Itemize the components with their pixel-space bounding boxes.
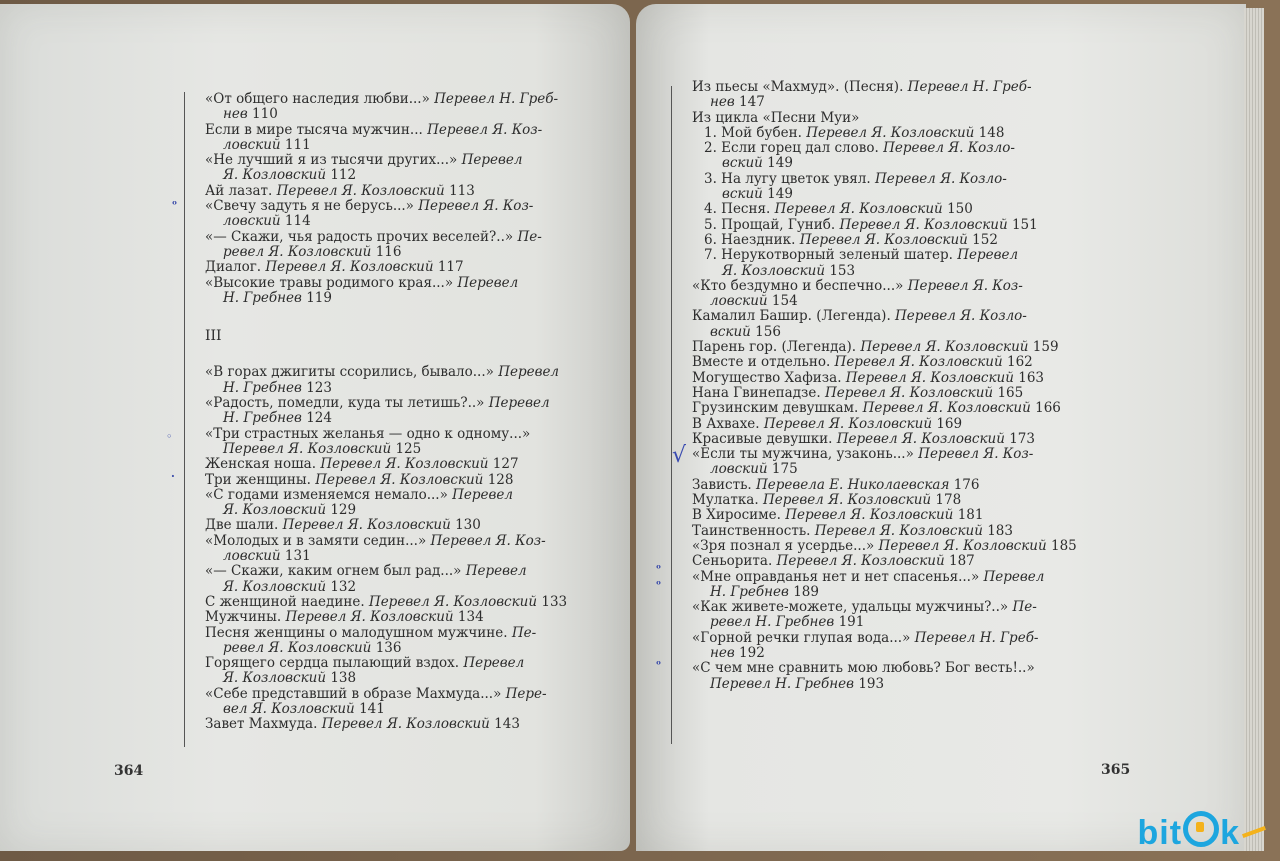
entry-page-number: 113 — [449, 182, 475, 199]
entry-translator: Н. Гребнев — [710, 583, 789, 600]
entry-translator: Перевела Е. Николаевская — [756, 476, 950, 493]
entry-translator: ловский — [223, 213, 281, 230]
entry-page-number: 133 — [541, 593, 568, 610]
entry-translator: Перевел Я. Козловский — [814, 522, 983, 539]
entry-translator: Перевел Я. Коз- — [430, 532, 546, 549]
entry-translator: Перевел — [498, 364, 560, 381]
entry-translator: Перевел Я. Козловский — [836, 430, 1005, 447]
entry-title: 4. Песня. — [704, 201, 771, 218]
entry-page-number: 192 — [739, 644, 765, 661]
entry-title: «Радость, помедли, куда ты летишь?..» — [205, 395, 485, 412]
pen-mark: ᵒ — [656, 658, 662, 671]
entry-translator: Перевел Я. Козловский — [776, 553, 945, 570]
entry-translator: Перевел Н. Греб- — [434, 91, 559, 107]
toc-entry — [692, 279, 1072, 294]
toc-entry — [692, 631, 1072, 646]
toc-entry — [692, 554, 1072, 569]
toc-entry — [205, 92, 585, 107]
entry-page-number: 165 — [997, 384, 1024, 401]
entry-title: «От общего наследия любви...» — [205, 91, 430, 107]
entry-page-number: 156 — [755, 323, 781, 340]
entry-title: Сеньорита. — [692, 553, 773, 570]
toc-entry-continuation — [692, 585, 1072, 600]
entry-page-number: 112 — [330, 167, 357, 184]
entry-page-number: 154 — [771, 293, 798, 310]
entry-translator: Перевел — [983, 568, 1045, 585]
toc-entry-continuation — [692, 325, 1072, 340]
entry-title: Завет Махмуда. — [205, 716, 318, 733]
entry-translator: Перевел Я. Козловский — [774, 201, 943, 218]
entry-page-number: 159 — [1032, 339, 1059, 356]
pen-mark: · — [171, 470, 175, 483]
entry-title: Могущество Хафиза. — [692, 369, 842, 386]
entry-page-number: 136 — [375, 639, 402, 656]
entry-title: «Кто бездумно и беспечно...» — [692, 277, 904, 294]
entry-translator: Перевел Я. Коз- — [418, 198, 534, 215]
toc-entry — [692, 478, 1072, 493]
entry-title: «С чем мне сравнить мою любовь? Бог весть!..» — [692, 660, 1035, 677]
toc-entry — [692, 537, 1077, 554]
entry-translator: ревел Я. Козловский — [223, 243, 372, 260]
toc-entry — [692, 80, 1072, 95]
toc-entry — [692, 600, 1072, 615]
entry-title: 3. На лугу цветок увял. — [704, 170, 871, 187]
entry-page-number: 124 — [306, 410, 332, 427]
page-edges — [1244, 8, 1264, 851]
pen-mark: ◦ — [166, 430, 173, 443]
toc-entry-continuation — [692, 677, 1072, 692]
entry-translator: Перевел Я. Коз- — [427, 121, 543, 138]
entry-page-number: 191 — [838, 614, 865, 631]
toc-entry — [205, 534, 585, 549]
toc-entry — [205, 260, 585, 275]
entry-page-number: 119 — [306, 289, 332, 306]
entry-translator: ревел Н. Гребнев — [710, 614, 835, 631]
entry-translator: Я. Козловский — [722, 262, 826, 279]
entry-page-number: 149 — [767, 186, 793, 203]
entry-translator: Перевел Я. Козловский — [320, 456, 489, 473]
entry-translator: Я. Козловский — [223, 502, 327, 519]
entry-translator: нев — [710, 94, 735, 111]
toc-entry-continuation — [205, 549, 585, 564]
page-number-right: 365 — [1101, 762, 1131, 778]
entry-page-number: 117 — [437, 259, 464, 276]
entry-translator: Перевел Н. Греб- — [907, 79, 1032, 95]
entry-translator: вский — [710, 323, 751, 340]
entry-translator: Перевел Я. Козло- — [895, 308, 1027, 325]
toc-entry — [205, 396, 585, 411]
entry-title: Женская ноша. — [205, 456, 317, 473]
entry-title: С женщиной наедине. — [205, 593, 365, 610]
toc-entry — [205, 276, 585, 291]
entry-title: «Молодых и в замяти седин...» — [205, 532, 427, 549]
entry-translator: Перевел Я. Коз- — [907, 277, 1023, 294]
entry-translator: Перевел — [463, 655, 525, 672]
entry-page-number: 166 — [1035, 400, 1061, 417]
toc-entry — [692, 202, 1072, 217]
entry-title: Камалил Башир. (Легенда). — [692, 308, 891, 325]
toc-entry — [692, 432, 1072, 447]
toc-entry — [692, 386, 1072, 401]
entry-page-number: 163 — [1018, 369, 1045, 386]
entry-translator: вский — [722, 186, 763, 203]
toc-entry — [692, 493, 1072, 508]
entry-translator: Перевел Я. Козловский — [785, 507, 954, 524]
entry-translator: Перевел Я. Козловский — [762, 492, 932, 509]
toc-entry — [205, 457, 585, 472]
entry-page-number: 129 — [330, 502, 357, 519]
entry-translator: Я. Козловский — [223, 578, 327, 595]
entry-translator: вел Я. Козловский — [223, 700, 355, 717]
toc-entry-continuation — [205, 245, 585, 260]
cycle-title: Из цикла «Песни Муи» — [692, 109, 860, 126]
entry-title: «Не лучший я из тысячи других...» — [205, 152, 458, 169]
toc-entry-continuation — [692, 187, 1072, 202]
toc-entry — [692, 172, 1072, 187]
entry-page-number: 183 — [987, 522, 1013, 539]
toc-entry — [692, 218, 1072, 233]
toc-entry — [692, 248, 1072, 263]
entry-title: Три женщины. — [205, 471, 311, 488]
entry-page-number: 185 — [1051, 537, 1077, 554]
toc-entry-continuation — [205, 702, 585, 717]
right-margin-rule — [671, 86, 672, 744]
entry-title: «Как живете-можете, удальцы мужчины?..» — [692, 599, 1009, 616]
entry-translator: ловский — [710, 461, 768, 478]
toc-entry-continuation — [205, 168, 585, 183]
entry-title: Зависть. — [692, 476, 752, 493]
toc-entry — [205, 365, 585, 380]
entry-page-number: 148 — [978, 124, 1005, 141]
entry-title: 1. Мой бубен. — [704, 124, 802, 141]
entry-translator: ревел Я. Козловский — [223, 639, 372, 656]
entry-translator: Перевел Н. Гребнев — [710, 675, 855, 692]
entry-page-number: 132 — [330, 578, 357, 595]
toc-entry — [205, 595, 585, 610]
entry-title: «— Скажи, чья радость прочих веселей?..» — [205, 228, 514, 245]
entry-translator: вский — [722, 155, 763, 172]
entry-title: «Если ты мужчина, узаконь...» — [692, 446, 914, 463]
toc-entry — [692, 417, 1072, 432]
entry-title: 5. Прощай, Гуниб. — [704, 216, 836, 233]
section-heading: III — [205, 328, 222, 345]
entry-title: Две шали. — [205, 517, 279, 534]
entry-title: Грузинским девушкам. — [692, 400, 859, 417]
toc-entry — [692, 508, 1072, 523]
toc-entry-continuation — [692, 264, 1072, 279]
entry-page-number: 187 — [949, 553, 975, 570]
entry-page-number: 131 — [284, 548, 311, 565]
entry-translator: Перевел Я. Козловский — [315, 471, 484, 488]
toc-entry-continuation — [205, 503, 585, 518]
entry-translator: Перевел Я. Козловский — [321, 716, 490, 733]
entry-translator: Я. Козловский — [223, 167, 327, 184]
entry-translator: Перевел Я. Козловский — [845, 369, 1014, 386]
toc-entry-continuation — [205, 107, 585, 122]
entry-page-number: 162 — [1007, 354, 1033, 371]
toc-entry — [692, 126, 1072, 141]
watermark-logo: bit k — [1138, 808, 1266, 853]
toc-entry-continuation — [692, 615, 1072, 630]
entry-title: 7. Нерукотворный зеленый шатер. — [704, 247, 953, 264]
toc-entry-continuation — [692, 646, 1072, 661]
entry-translator: Перевел — [488, 395, 550, 412]
toc-entry — [692, 570, 1072, 585]
entry-page-number: 143 — [494, 716, 520, 733]
entry-translator: Перевел — [452, 486, 513, 503]
entry-translator: Перевел Я. Козловский — [368, 593, 538, 610]
toc-entry-continuation — [205, 671, 585, 686]
entry-page-number: 128 — [487, 471, 514, 488]
entry-title: 6. Наездник. — [704, 231, 796, 248]
toc-entry-continuation — [692, 95, 1072, 110]
toc-entry-continuation — [205, 580, 585, 595]
entry-title: «С годами изменяемся немало...» — [205, 486, 448, 503]
entry-page-number: 173 — [1009, 430, 1035, 447]
toc-entry — [205, 184, 585, 199]
entry-translator: Перевел Я. Козловский — [860, 339, 1029, 356]
toc-entry — [205, 687, 585, 702]
toc-entry-continuation — [205, 442, 585, 457]
entry-title: Парень гор. (Легенда). — [692, 339, 857, 356]
toc-entry-continuation — [692, 462, 1072, 477]
toc-entry — [692, 309, 1072, 324]
entry-translator: Н. Гребнев — [223, 379, 302, 396]
entry-page-number: 176 — [953, 476, 980, 493]
entry-page-number: 181 — [957, 507, 984, 524]
entry-translator: Перевел — [957, 247, 1019, 264]
entry-page-number: 150 — [947, 201, 973, 218]
entry-page-number: 114 — [284, 213, 311, 230]
entry-translator: Перевел Я. Козло- — [874, 170, 1007, 187]
entry-translator: Пе- — [511, 624, 537, 641]
entry-title: «— Скажи, каким огнем был рад...» — [205, 563, 462, 580]
toc-entry — [205, 626, 585, 641]
entry-title: Ай лазат. — [205, 182, 273, 199]
toc-entry-continuation — [205, 381, 585, 396]
entry-title: В Ахвахе. — [692, 415, 760, 432]
entry-page-number: 151 — [1011, 216, 1038, 233]
entry-title: Нана Гвинепадзе. — [692, 384, 821, 401]
entry-page-number: 116 — [375, 243, 402, 260]
entry-translator: Перевел Я. Козловский — [878, 537, 1047, 554]
toc-entry — [692, 661, 1072, 676]
entry-title: Вместе и отдельно. — [692, 354, 831, 371]
entry-title: Песня женщины о малодушном мужчине. — [205, 624, 508, 641]
entry-translator: Н. Гребнев — [223, 410, 302, 427]
entry-translator: Перевел Я. Козловский — [806, 124, 975, 141]
entry-page-number: 141 — [359, 700, 385, 717]
toc-entry — [692, 355, 1072, 370]
entry-title: Диалог. — [205, 259, 262, 276]
entry-title: «Горной речки глупая вода...» — [692, 629, 911, 646]
toc-entry-continuation — [205, 641, 585, 656]
entry-title: Из пьесы «Махмуд». (Песня). — [692, 79, 904, 95]
toc-entry — [692, 233, 1072, 248]
entry-translator: Перевел Я. Козловский — [276, 182, 445, 199]
entry-translator: Перевел — [461, 152, 523, 169]
toc-entry — [692, 401, 1072, 416]
entry-title: Мулатка. — [692, 492, 759, 509]
entry-title: «Высокие травы родимого края...» — [205, 274, 454, 291]
right-toc — [692, 79, 1077, 692]
entry-translator: Перевел Я. Козловский — [839, 216, 1008, 233]
toc-entry — [205, 123, 585, 138]
toc-entry — [205, 488, 585, 503]
toc-entry — [205, 230, 585, 245]
toc-entry-continuation — [205, 291, 585, 306]
entry-page-number: 110 — [252, 106, 278, 123]
entry-title: Красивые девушки. — [692, 430, 833, 447]
entry-translator: Перевел Я. Козловский — [282, 517, 451, 534]
entry-title: «Себе представший в образе Махмуда...» — [205, 685, 502, 702]
entry-translator: Перевел Я. Козло- — [883, 140, 1015, 157]
entry-title: «Зря познал я усердье...» — [692, 537, 875, 554]
entry-translator: Н. Гребнев — [223, 289, 302, 306]
entry-page-number: 125 — [395, 440, 422, 457]
entry-page-number: 189 — [793, 583, 819, 600]
entry-page-number: 178 — [935, 492, 962, 509]
entry-translator: Пе- — [517, 228, 542, 245]
toc-entry — [205, 518, 585, 533]
entry-page-number: 169 — [936, 415, 963, 432]
entry-translator: Перевел Я. Козловский — [799, 231, 968, 248]
toc-entry — [205, 153, 585, 168]
entry-title: Горящего сердца пылающий вздох. — [205, 655, 460, 672]
entry-translator: Перевел Я. Коз- — [918, 446, 1034, 463]
entry-translator: Перевел Н. Греб- — [914, 629, 1039, 646]
entry-title: Если в мире тысяча мужчин... — [205, 121, 423, 138]
toc-entry — [205, 717, 585, 732]
entry-translator: Пере- — [505, 685, 547, 702]
entry-page-number: 123 — [306, 379, 332, 396]
entry-title: «Мне оправданья нет и нет спасенья...» — [692, 568, 980, 585]
toc-entry-continuation — [205, 411, 585, 426]
entry-translator: ловский — [223, 548, 281, 565]
entry-translator: Перевел Я. Козловский — [265, 259, 434, 276]
entry-title: Мужчины. — [205, 609, 282, 626]
toc-entry — [205, 610, 585, 625]
toc-entry-continuation — [205, 214, 585, 229]
left-toc — [205, 92, 585, 733]
entry-translator: Перевел Я. Козловский — [862, 400, 1031, 417]
toc-entry — [692, 340, 1072, 355]
entry-page-number: 193 — [858, 675, 885, 692]
entry-translator: Я. Козловский — [223, 670, 327, 687]
toc-entry — [692, 141, 1072, 156]
entry-translator: Перевел — [465, 563, 527, 580]
pen-checkmark-icon: √ — [672, 443, 687, 468]
toc-entry — [205, 656, 585, 671]
pen-mark: ᵒ — [656, 578, 662, 591]
entry-page-number: 149 — [767, 155, 793, 172]
toc-entry — [692, 524, 1072, 539]
toc-entry — [205, 199, 585, 214]
entry-title: «Свечу задуть я не берусь...» — [205, 198, 414, 215]
pen-mark: ᵒ — [656, 562, 662, 575]
entry-page-number: 130 — [455, 517, 481, 534]
entry-page-number: 111 — [284, 136, 311, 153]
entry-page-number: 152 — [972, 231, 998, 248]
toc-entry — [205, 473, 585, 488]
toc-entry-continuation — [692, 294, 1072, 309]
spacer — [205, 306, 585, 321]
entry-page-number: 138 — [330, 670, 357, 687]
pen-mark: ᵒ — [172, 198, 178, 211]
entry-translator: ловский — [710, 293, 768, 310]
entry-title: Таинственность. — [692, 522, 811, 539]
entry-translator: Перевел Я. Козловский — [223, 440, 392, 457]
entry-translator: Перевел Я. Козловский — [824, 384, 994, 401]
entry-translator: ловский — [223, 136, 281, 153]
page-number-left: 364 — [114, 763, 144, 779]
entry-page-number: 134 — [457, 609, 484, 626]
toc-entry — [205, 427, 585, 442]
entry-translator: Перевел Я. Козловский — [285, 609, 454, 626]
entry-page-number: 153 — [829, 262, 856, 279]
entry-translator: Перевел Я. Козловский — [763, 415, 933, 432]
entry-page-number: 127 — [492, 456, 519, 473]
left-margin-rule — [184, 92, 185, 747]
entry-translator: Перевел — [457, 274, 519, 291]
entry-translator: Перевел Я. Козловский — [834, 354, 1003, 371]
entry-page-number: 175 — [771, 461, 798, 478]
toc-entry — [205, 564, 585, 579]
entry-page-number: 147 — [739, 94, 765, 111]
entry-title: В Хиросиме. — [692, 507, 781, 524]
entry-title: «В горах джигиты ссорились, бывало...» — [205, 364, 494, 381]
toc-entry-continuation — [205, 138, 585, 153]
toc-entry — [692, 371, 1072, 386]
entry-title: 2. Если горец дал слово. — [704, 140, 879, 157]
toc-entry — [692, 447, 1072, 462]
entry-title: «Три страстных желанья — одно к одному...» — [205, 425, 531, 442]
entry-translator: нев — [223, 106, 248, 123]
entry-translator: Пе- — [1012, 599, 1037, 616]
toc-entry-continuation — [692, 156, 1072, 171]
entry-translator: нев — [710, 644, 735, 661]
